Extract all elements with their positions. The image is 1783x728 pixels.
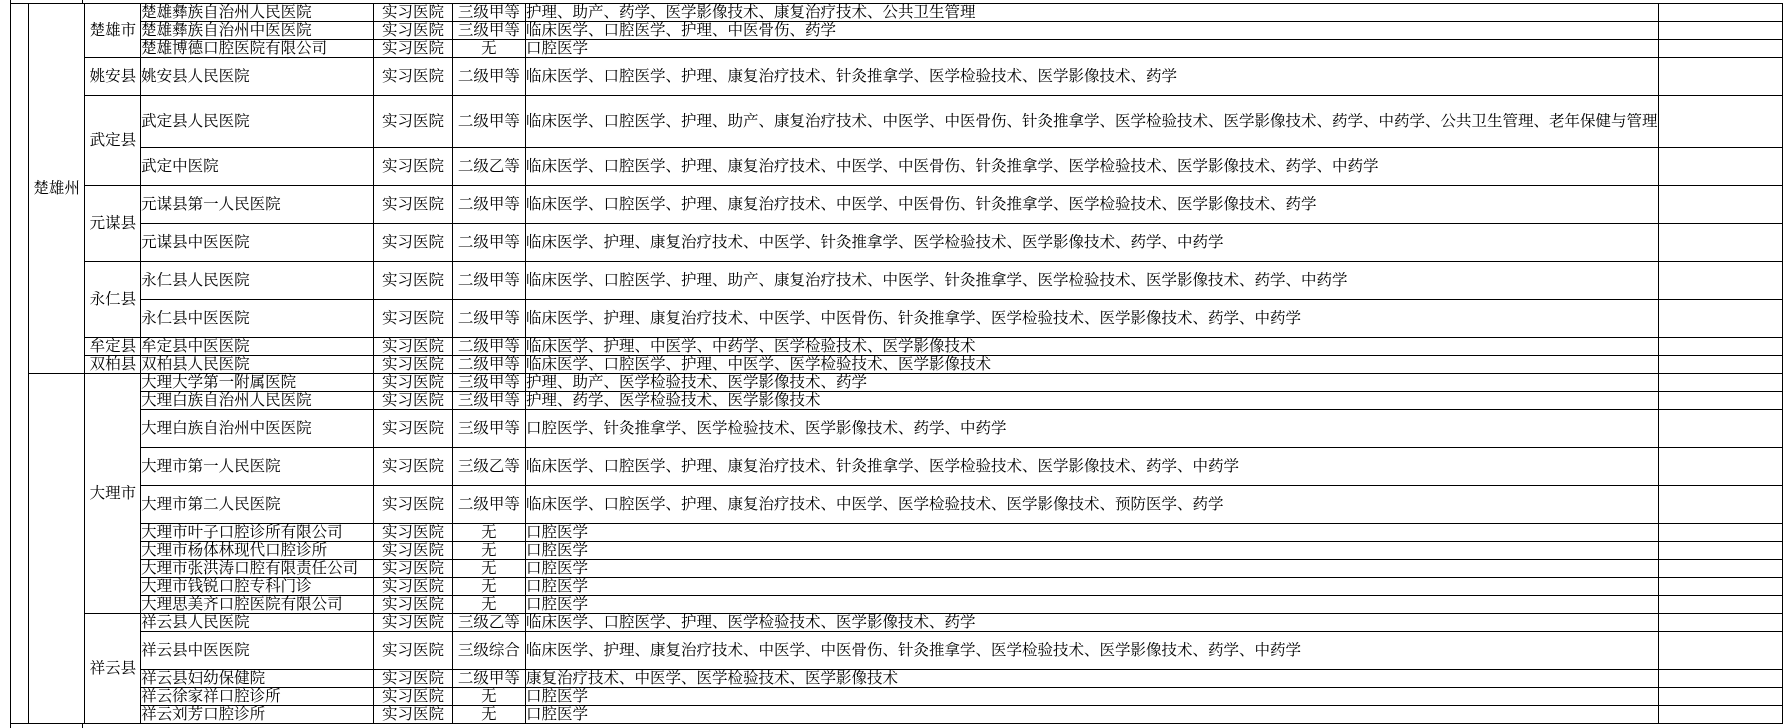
hospital-name-cell[interactable]: 武定中医院 bbox=[141, 148, 374, 186]
hospital-grade-cell[interactable]: 二级甲等 bbox=[452, 58, 525, 96]
county-cell[interactable]: 祥云县 bbox=[85, 614, 141, 724]
majors-cell[interactable]: 临床医学、口腔医学、护理、康复治疗技术、中医学、医学检验技术、医学影像技术、预防医学、药学 bbox=[526, 486, 1659, 524]
county-cell[interactable]: 双柏县 bbox=[85, 356, 141, 374]
hospital-row bbox=[11, 614, 1783, 632]
hospital-grade-cell[interactable]: 三级乙等 bbox=[452, 614, 525, 632]
hospital-name-cell[interactable]: 永仁县人民医院 bbox=[141, 262, 374, 300]
hospital-row bbox=[11, 542, 1783, 560]
hospital-name-cell[interactable]: 大理市叶子口腔诊所有限公司 bbox=[141, 524, 374, 542]
hospital-row bbox=[11, 670, 1783, 688]
hospital-grade-cell[interactable]: 三级甲等 bbox=[452, 22, 525, 40]
empty-cell[interactable] bbox=[1658, 356, 1782, 374]
hospital-name-cell[interactable]: 永仁县中医医院 bbox=[141, 300, 374, 338]
majors-cell[interactable]: 口腔医学 bbox=[526, 596, 1659, 614]
hospital-name-cell[interactable]: 祥云县中医医院 bbox=[141, 632, 374, 670]
empty-cell[interactable] bbox=[1658, 448, 1782, 486]
majors-cell[interactable]: 口腔医学 bbox=[526, 706, 1659, 724]
hospital-row bbox=[11, 392, 1783, 410]
empty-cell[interactable] bbox=[1658, 262, 1782, 300]
empty-cell[interactable] bbox=[1658, 58, 1782, 96]
hospital-name-cell[interactable]: 大理市杨体林现代口腔诊所 bbox=[141, 542, 374, 560]
majors-cell[interactable]: 口腔医学 bbox=[526, 40, 1659, 58]
hospital-grade-cell[interactable]: 无 bbox=[452, 688, 525, 706]
hospital-grade-cell[interactable]: 无 bbox=[452, 596, 525, 614]
hospital-grade-cell[interactable]: 三级综合 bbox=[452, 632, 525, 670]
internship-type-cell[interactable]: 实习医院 bbox=[374, 614, 453, 632]
empty-cell[interactable] bbox=[1658, 338, 1782, 356]
internship-type-cell[interactable]: 实习医院 bbox=[374, 670, 453, 688]
empty-cell[interactable] bbox=[1658, 688, 1782, 706]
hospital-row bbox=[11, 338, 1783, 356]
hospital-grade-cell[interactable]: 二级甲等 bbox=[452, 670, 525, 688]
internship-type-cell[interactable]: 实习医院 bbox=[374, 560, 453, 578]
hospital-row bbox=[11, 186, 1783, 224]
county-cell[interactable]: 姚安县 bbox=[85, 58, 141, 96]
majors-cell[interactable]: 护理、助产、医学检验技术、医学影像技术、药学 bbox=[526, 374, 1659, 392]
hospital-name-cell[interactable]: 大理思美齐口腔医院有限公司 bbox=[141, 596, 374, 614]
hospital-row bbox=[11, 374, 1783, 392]
hospital-name-cell[interactable]: 楚雄彝族自治州中医医院 bbox=[141, 22, 374, 40]
empty-cell[interactable] bbox=[1658, 224, 1782, 262]
hospital-grade-cell[interactable]: 二级甲等 bbox=[452, 96, 525, 148]
majors-cell[interactable]: 护理、助产、药学、医学影像技术、康复治疗技术、公共卫生管理 bbox=[526, 4, 1659, 22]
hospital-grade-cell[interactable]: 无 bbox=[452, 40, 525, 58]
majors-cell[interactable]: 临床医学、口腔医学、护理、医学检验技术、医学影像技术、药学 bbox=[526, 614, 1659, 632]
hospital-name-cell[interactable]: 双柏县人民医院 bbox=[141, 356, 374, 374]
hospital-grade-cell[interactable]: 二级甲等 bbox=[452, 262, 525, 300]
hospital-grade-cell[interactable]: 三级乙等 bbox=[452, 448, 525, 486]
majors-cell[interactable]: 口腔医学 bbox=[526, 542, 1659, 560]
majors-cell[interactable]: 康复治疗技术、中医学、医学检验技术、医学影像技术 bbox=[526, 670, 1659, 688]
hospital-name-cell[interactable]: 牟定县中医医院 bbox=[141, 338, 374, 356]
empty-cell[interactable] bbox=[1658, 596, 1782, 614]
hospital-row bbox=[11, 410, 1783, 448]
hospital-row bbox=[11, 688, 1783, 706]
hospital-row bbox=[11, 706, 1783, 724]
majors-cell[interactable]: 临床医学、口腔医学、护理、助产、康复治疗技术、中医学、中医骨伤、针灸推拿学、医学检验技术、医学影像技术、药学、中药学、公共卫生管理、老年保健与管理 bbox=[526, 96, 1659, 148]
internship-type-cell[interactable]: 实习医院 bbox=[374, 4, 453, 22]
empty-cell[interactable] bbox=[1658, 300, 1782, 338]
internship-type-cell[interactable]: 实习医院 bbox=[374, 448, 453, 486]
hospital-name-cell[interactable]: 大理白族自治州中医医院 bbox=[141, 410, 374, 448]
hospital-name-cell[interactable]: 楚雄博德口腔医院有限公司 bbox=[141, 40, 374, 58]
hospital-grade-cell[interactable]: 三级甲等 bbox=[452, 392, 525, 410]
empty-cell[interactable] bbox=[1658, 706, 1782, 724]
internship-type-cell[interactable]: 实习医院 bbox=[374, 374, 453, 392]
empty-cell[interactable] bbox=[1658, 4, 1782, 22]
hospital-table bbox=[10, 3, 1783, 724]
empty-cell[interactable] bbox=[1658, 410, 1782, 448]
county-cell[interactable]: 大理市 bbox=[85, 374, 141, 614]
hospital-grade-cell[interactable]: 二级甲等 bbox=[452, 486, 525, 524]
majors-cell[interactable]: 口腔医学 bbox=[526, 578, 1659, 596]
county-cell[interactable]: 武定县 bbox=[85, 96, 141, 186]
county-cell[interactable]: 元谋县 bbox=[85, 186, 141, 262]
hospital-name-cell[interactable]: 元谋县中医医院 bbox=[141, 224, 374, 262]
hospital-name-cell[interactable]: 祥云徐家祥口腔诊所 bbox=[141, 688, 374, 706]
hospital-grade-cell[interactable]: 无 bbox=[452, 706, 525, 724]
region-cell[interactable] bbox=[28, 374, 85, 724]
majors-cell[interactable]: 临床医学、护理、中医学、中药学、医学检验技术、医学影像技术 bbox=[526, 338, 1659, 356]
internship-type-cell[interactable]: 实习医院 bbox=[374, 22, 453, 40]
hospital-grade-cell[interactable]: 二级甲等 bbox=[452, 186, 525, 224]
empty-cell[interactable] bbox=[1658, 22, 1782, 40]
hospital-grade-cell[interactable]: 二级甲等 bbox=[452, 224, 525, 262]
hospital-grade-cell[interactable]: 二级乙等 bbox=[452, 148, 525, 186]
hospital-name-cell[interactable]: 祥云县妇幼保健院 bbox=[141, 670, 374, 688]
hospital-grade-cell[interactable]: 无 bbox=[452, 524, 525, 542]
region-cell[interactable]: 楚雄州 bbox=[28, 4, 85, 374]
hospital-row bbox=[11, 632, 1783, 670]
hospital-row bbox=[11, 578, 1783, 596]
hospital-grade-cell[interactable]: 无 bbox=[452, 560, 525, 578]
empty-cell[interactable] bbox=[1658, 578, 1782, 596]
county-cell[interactable]: 永仁县 bbox=[85, 262, 141, 338]
majors-cell[interactable]: 临床医学、口腔医学、护理、康复治疗技术、中医学、中医骨伤、针灸推拿学、医学检验技术、医学影像技术、药学 bbox=[526, 186, 1659, 224]
majors-cell[interactable]: 临床医学、口腔医学、护理、康复治疗技术、中医学、中医骨伤、针灸推拿学、医学检验技术、医学影像技术、药学、中药学 bbox=[526, 148, 1659, 186]
empty-cell[interactable] bbox=[1658, 186, 1782, 224]
empty-cell[interactable] bbox=[1658, 96, 1782, 148]
internship-type-cell[interactable]: 实习医院 bbox=[374, 486, 453, 524]
majors-cell[interactable]: 临床医学、口腔医学、护理、中医骨伤、药学 bbox=[526, 22, 1659, 40]
county-cell[interactable]: 牟定县 bbox=[85, 338, 141, 356]
majors-cell[interactable]: 临床医学、护理、康复治疗技术、中医学、中医骨伤、针灸推拿学、医学检验技术、医学影像技术、药学、中药学 bbox=[526, 300, 1659, 338]
hospital-name-cell[interactable]: 元谋县第一人民医院 bbox=[141, 186, 374, 224]
hospital-grade-cell[interactable]: 三级甲等 bbox=[452, 4, 525, 22]
county-cell[interactable]: 楚雄市 bbox=[85, 4, 141, 58]
hospital-table-body bbox=[11, 4, 1783, 724]
hospital-row bbox=[11, 262, 1783, 300]
hospital-name-cell[interactable]: 大理市第二人民医院 bbox=[141, 486, 374, 524]
hospital-row bbox=[11, 40, 1783, 58]
internship-type-cell[interactable]: 实习医院 bbox=[374, 224, 453, 262]
hospital-row bbox=[11, 300, 1783, 338]
hospital-name-cell[interactable]: 姚安县人民医院 bbox=[141, 58, 374, 96]
majors-cell[interactable]: 临床医学、口腔医学、护理、助产、康复治疗技术、中医学、针灸推拿学、医学检验技术、医学影像技术、药学、中药学 bbox=[526, 262, 1659, 300]
empty-cell[interactable] bbox=[1658, 542, 1782, 560]
majors-cell[interactable]: 临床医学、护理、康复治疗技术、中医学、中医骨伤、针灸推拿学、医学检验技术、医学影像技术、药学、中药学 bbox=[526, 632, 1659, 670]
hospital-grade-cell[interactable]: 三级甲等 bbox=[452, 374, 525, 392]
internship-type-cell[interactable]: 实习医院 bbox=[374, 186, 453, 224]
hospital-name-cell[interactable]: 祥云刘芳口腔诊所 bbox=[141, 706, 374, 724]
majors-cell[interactable]: 临床医学、口腔医学、护理、康复治疗技术、针灸推拿学、医学检验技术、医学影像技术、药学、中药学 bbox=[526, 448, 1659, 486]
hospital-row bbox=[11, 96, 1783, 148]
hospital-name-cell[interactable]: 大理市钱锐口腔专科门诊 bbox=[141, 578, 374, 596]
hospital-row bbox=[11, 224, 1783, 262]
internship-type-cell[interactable]: 实习医院 bbox=[374, 392, 453, 410]
internship-type-cell[interactable]: 实习医院 bbox=[374, 58, 453, 96]
majors-cell[interactable]: 口腔医学、针灸推拿学、医学检验技术、医学影像技术、药学、中药学 bbox=[526, 410, 1659, 448]
hospital-name-cell[interactable]: 武定县人民医院 bbox=[141, 96, 374, 148]
hospital-row bbox=[11, 356, 1783, 374]
internship-type-cell[interactable]: 实习医院 bbox=[374, 96, 453, 148]
hospital-row bbox=[11, 524, 1783, 542]
hospital-name-cell[interactable]: 楚雄彝族自治州人民医院 bbox=[141, 4, 374, 22]
hospital-row bbox=[11, 4, 1783, 22]
empty-cell[interactable] bbox=[1658, 614, 1782, 632]
hospital-grade-cell[interactable]: 二级甲等 bbox=[452, 356, 525, 374]
internship-type-cell[interactable]: 实习医院 bbox=[374, 300, 453, 338]
internship-type-cell[interactable]: 实习医院 bbox=[374, 688, 453, 706]
hospital-row bbox=[11, 58, 1783, 96]
empty-cell[interactable] bbox=[1658, 40, 1782, 58]
empty-cell[interactable] bbox=[1658, 374, 1782, 392]
majors-cell[interactable]: 临床医学、口腔医学、护理、康复治疗技术、针灸推拿学、医学检验技术、医学影像技术、药学 bbox=[526, 58, 1659, 96]
internship-type-cell[interactable]: 实习医院 bbox=[374, 410, 453, 448]
hospital-row bbox=[11, 22, 1783, 40]
hospital-name-cell[interactable]: 大理市第一人民医院 bbox=[141, 448, 374, 486]
internship-type-cell[interactable]: 实习医院 bbox=[374, 148, 453, 186]
hospital-name-cell[interactable]: 大理大学第一附属医院 bbox=[141, 374, 374, 392]
majors-cell[interactable]: 护理、药学、医学检验技术、医学影像技术 bbox=[526, 392, 1659, 410]
hospital-grade-cell[interactable]: 无 bbox=[452, 578, 525, 596]
internship-type-cell[interactable]: 实习医院 bbox=[374, 524, 453, 542]
majors-cell[interactable]: 临床医学、口腔医学、护理、中医学、医学检验技术、医学影像技术 bbox=[526, 356, 1659, 374]
empty-cell[interactable] bbox=[1658, 560, 1782, 578]
hospital-grade-cell[interactable]: 二级甲等 bbox=[452, 338, 525, 356]
majors-cell[interactable]: 口腔医学 bbox=[526, 560, 1659, 578]
hospital-grade-cell[interactable]: 二级甲等 bbox=[452, 300, 525, 338]
hospital-row bbox=[11, 448, 1783, 486]
hospital-name-cell[interactable]: 祥云县人民医院 bbox=[141, 614, 374, 632]
hospital-row bbox=[11, 148, 1783, 186]
empty-cell[interactable] bbox=[1658, 524, 1782, 542]
hospital-row bbox=[11, 560, 1783, 578]
internship-type-cell[interactable]: 实习医院 bbox=[374, 632, 453, 670]
hospital-name-cell[interactable]: 大理白族自治州人民医院 bbox=[141, 392, 374, 410]
internship-type-cell[interactable]: 实习医院 bbox=[374, 578, 453, 596]
internship-type-cell[interactable]: 实习医院 bbox=[374, 596, 453, 614]
hospital-row bbox=[11, 486, 1783, 524]
left-margin-cell bbox=[11, 4, 29, 724]
majors-cell[interactable]: 口腔医学 bbox=[526, 688, 1659, 706]
empty-cell[interactable] bbox=[1658, 670, 1782, 688]
internship-type-cell[interactable]: 实习医院 bbox=[374, 542, 453, 560]
hospital-grade-cell[interactable]: 三级甲等 bbox=[452, 410, 525, 448]
internship-type-cell[interactable]: 实习医院 bbox=[374, 356, 453, 374]
empty-cell[interactable] bbox=[1658, 148, 1782, 186]
internship-type-cell[interactable]: 实习医院 bbox=[374, 262, 453, 300]
internship-type-cell[interactable]: 实习医院 bbox=[374, 338, 453, 356]
empty-cell[interactable] bbox=[1658, 486, 1782, 524]
empty-cell[interactable] bbox=[1658, 632, 1782, 670]
hospital-row bbox=[11, 596, 1783, 614]
hospital-name-cell[interactable]: 大理市张洪涛口腔有限责任公司 bbox=[141, 560, 374, 578]
hospital-grade-cell[interactable]: 无 bbox=[452, 542, 525, 560]
majors-cell[interactable]: 口腔医学 bbox=[526, 524, 1659, 542]
internship-type-cell[interactable]: 实习医院 bbox=[374, 706, 453, 724]
internship-type-cell[interactable]: 实习医院 bbox=[374, 40, 453, 58]
empty-cell[interactable] bbox=[1658, 392, 1782, 410]
majors-cell[interactable]: 临床医学、护理、康复治疗技术、中医学、针灸推拿学、医学检验技术、医学影像技术、药学、中药学 bbox=[526, 224, 1659, 262]
